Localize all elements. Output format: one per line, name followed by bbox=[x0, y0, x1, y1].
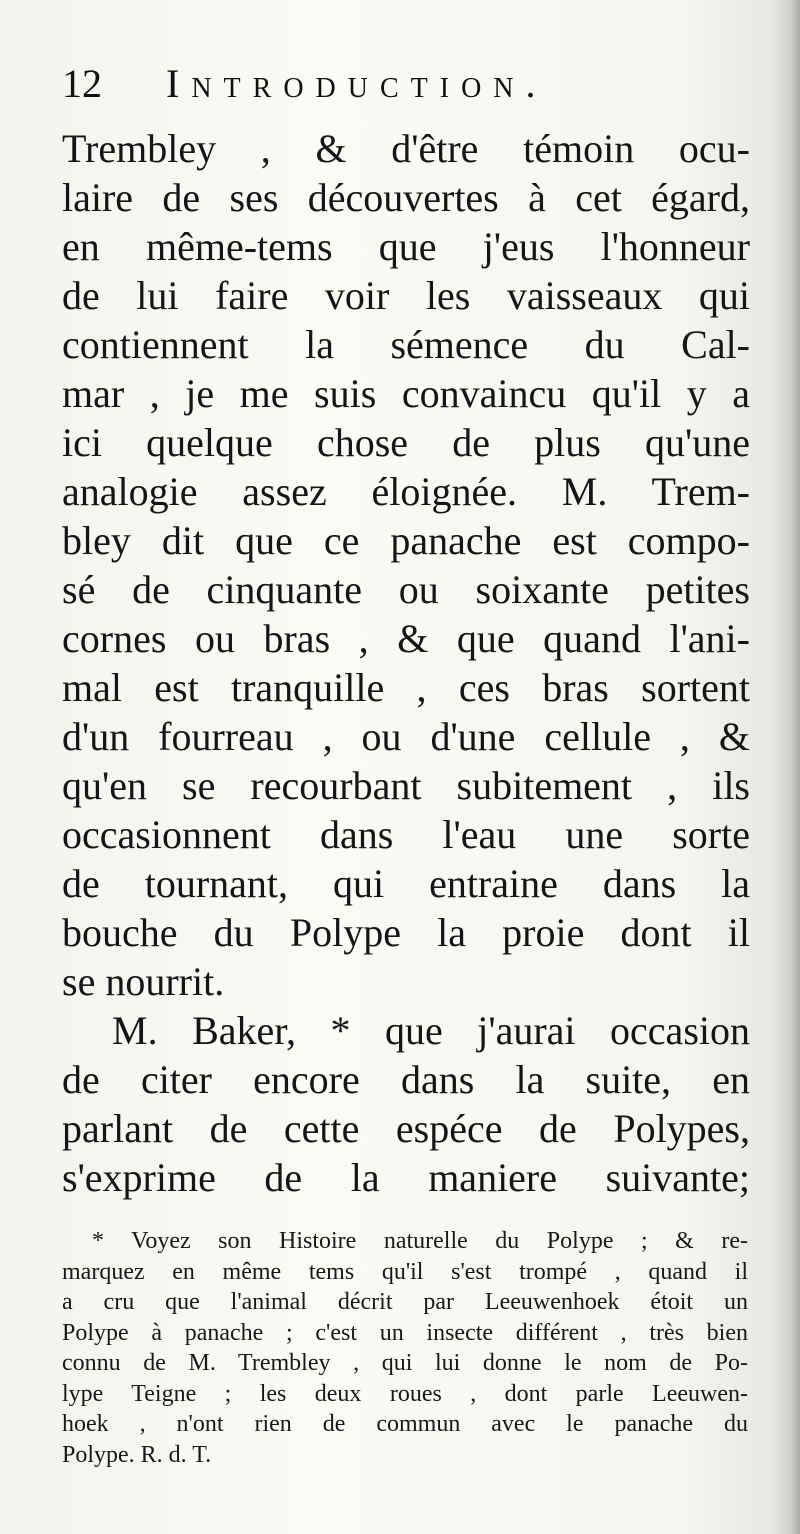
footnote-line: a cru que l'animal décrit par Leeuwenhoek étoit un bbox=[62, 1289, 748, 1315]
text-line: ici quelque chose de plus qu'une bbox=[62, 420, 750, 465]
text-line: parlant de cette espéce de Polypes, bbox=[62, 1106, 750, 1151]
text-line-paragraph-start: M. Baker, * que j'aurai occasion bbox=[112, 1008, 750, 1053]
footnote-line: Polype à panache ; c'est un insecte différent , très bien bbox=[62, 1319, 748, 1346]
footnote-line: marquez en même tems qu'il s'est trompé , quand il bbox=[62, 1258, 748, 1285]
footnote-line: * Voyez son Histoire naturelle du Polype ; & re- bbox=[92, 1228, 748, 1254]
page-header bbox=[62, 52, 762, 112]
footnote-line: hoek , n'ont rien de commun avec le panache du bbox=[62, 1411, 748, 1437]
footnote-line: Polype. R. d. T. bbox=[62, 1441, 212, 1468]
footnote-line: lype Teigne ; les deux roues , dont parle Leeuwen- bbox=[62, 1380, 748, 1407]
page-edge-shadow bbox=[772, 0, 800, 1534]
text-line: laire de ses découvertes à cet égard, bbox=[62, 175, 750, 220]
text-line: d'un fourreau , ou d'une cellule , & bbox=[62, 714, 750, 759]
text-line: analogie assez éloignée. M. Trem- bbox=[62, 469, 750, 514]
text-line: de lui faire voir les vaisseaux qui bbox=[62, 273, 750, 318]
text-line: contiennent la sémence du Cal- bbox=[62, 322, 750, 367]
footnote-line: connu de M. Trembley , qui lui donne le nom de Po- bbox=[62, 1350, 748, 1376]
body-text bbox=[62, 124, 750, 1202]
text-line: mar , je me suis convaincu qu'il y a bbox=[62, 371, 750, 416]
footnote bbox=[62, 1226, 748, 1470]
page-number: 12 bbox=[62, 61, 102, 106]
text-line: cornes ou bras , & que quand l'ani- bbox=[62, 616, 750, 661]
text-line: s'exprime de la maniere suivante; bbox=[62, 1155, 750, 1200]
text-line-paragraph-end: se nourrit. bbox=[62, 959, 225, 1004]
text-line: en même-tems que j'eus l'honneur bbox=[62, 224, 750, 269]
text-line: qu'en se recourbant subitement , ils bbox=[62, 763, 750, 808]
text-line: occasionnent dans l'eau une sorte bbox=[62, 812, 750, 857]
text-line: de citer encore dans la suite, en bbox=[62, 1057, 750, 1102]
running-head: Introduction. bbox=[166, 61, 548, 106]
text-line: de tournant, qui entraine dans la bbox=[62, 861, 750, 906]
text-line: mal est tranquille , ces bras sortent bbox=[62, 665, 750, 710]
text-line: bouche du Polype la proie dont il bbox=[62, 910, 750, 955]
text-line: bley dit que ce panache est compo- bbox=[62, 518, 750, 563]
text-line: Trembley , & d'être témoin ocu- bbox=[62, 126, 750, 171]
text-line: sé de cinquante ou soixante petites bbox=[62, 567, 750, 612]
